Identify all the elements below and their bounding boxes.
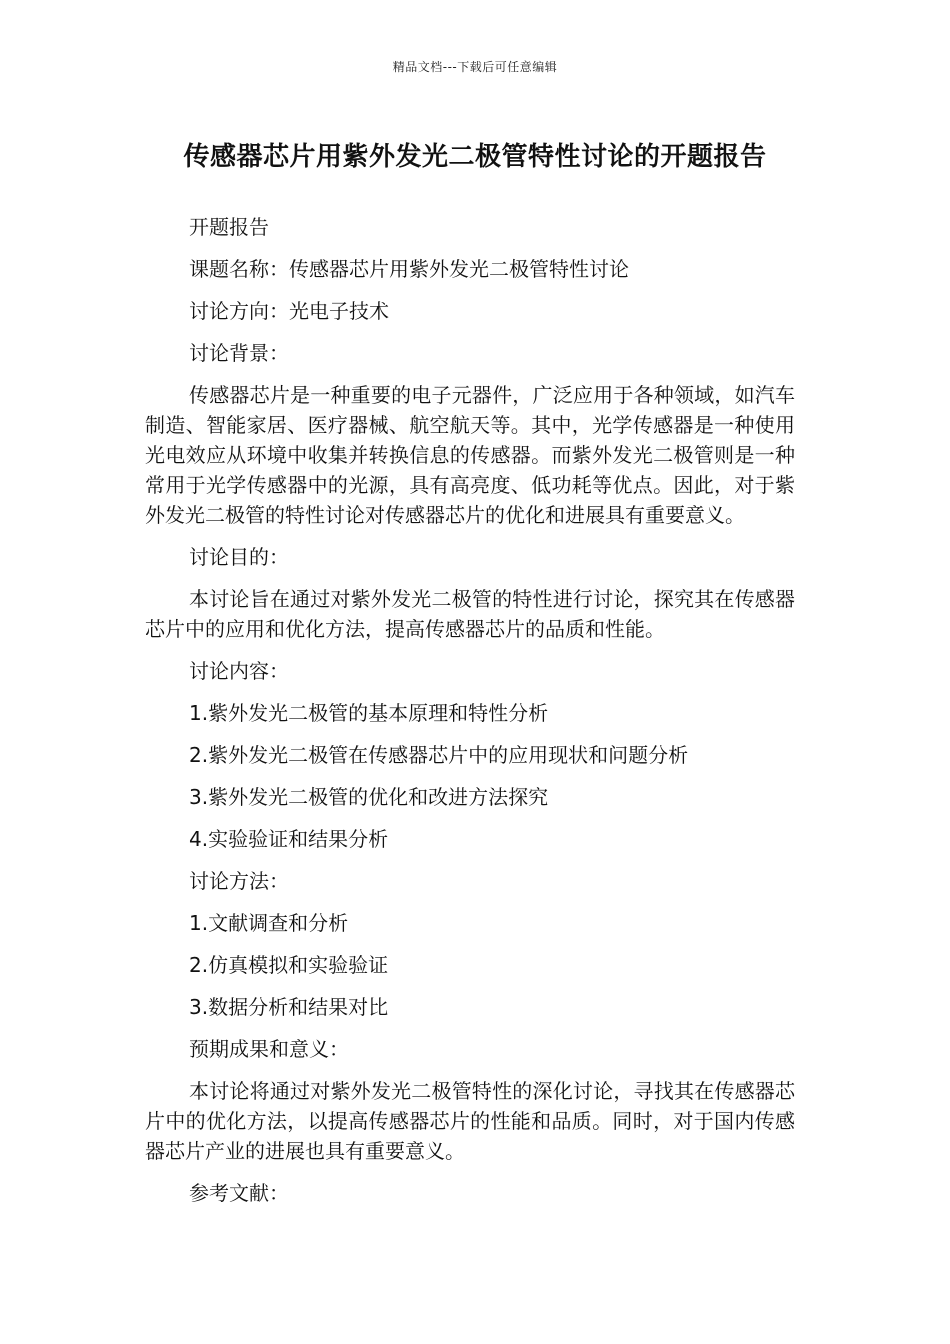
header-note: 精品文档---下载后可任意编辑 (392, 60, 558, 74)
background-paragraph: 传感器芯片是一种重要的电子元器件，广泛应用于各种领域，如汽车制造、智能家居、医疗器械、航空航天等。其中，光学传感器是一种使用光电效应从环境中收集并转换信息的传感器。而紫外发光二极管则是一种常用于光学传感器中的光源，具有高亮度、低功耗等优点。因此，对于紫外发光二极管的特性讨论对传感器芯片的优化和进展具有重要意义。 (145, 383, 795, 527)
outcomes-paragraph: 本讨论将通过对紫外发光二极管特性的深化讨论，寻找其在传感器芯片中的优化方法，以提高传感器芯片的性能和品质。同时，对于国内传感器芯片产业的进展也具有重要意义。 (145, 1079, 795, 1163)
section-heading-content: 讨论内容： (189, 659, 289, 683)
section-heading-background: 讨论背景： (189, 341, 289, 365)
research-direction: 讨论方向：光电子技术 (189, 299, 389, 323)
content-item: 2.紫外发光二极管在传感器芯片中的应用现状和问题分析 (189, 743, 689, 767)
section-heading-references: 参考文献： (189, 1181, 289, 1205)
method-item: 1.文献调查和分析 (189, 911, 349, 935)
content-item: 1.紫外发光二极管的基本原理和特性分析 (189, 701, 549, 725)
method-item: 2.仿真模拟和实验验证 (189, 953, 389, 977)
purpose-paragraph: 本讨论旨在通过对紫外发光二极管的特性进行讨论，探究其在传感器芯片中的应用和优化方法，提高传感器芯片的品质和性能。 (145, 587, 795, 641)
section-heading-method: 讨论方法： (189, 869, 289, 893)
section-heading-outcomes: 预期成果和意义： (189, 1037, 349, 1061)
method-item: 3.数据分析和结果对比 (189, 995, 389, 1019)
document-title: 传感器芯片用紫外发光二极管特性讨论的开题报告 (183, 142, 767, 172)
content-item: 3.紫外发光二极管的优化和改进方法探究 (189, 785, 549, 809)
section-heading-purpose: 讨论目的： (189, 545, 289, 569)
label-report: 开题报告 (189, 215, 269, 239)
document-body (145, 212, 795, 1220)
topic-name: 课题名称：传感器芯片用紫外发光二极管特性讨论 (189, 257, 629, 281)
content-item: 4.实验验证和结果分析 (189, 827, 389, 851)
